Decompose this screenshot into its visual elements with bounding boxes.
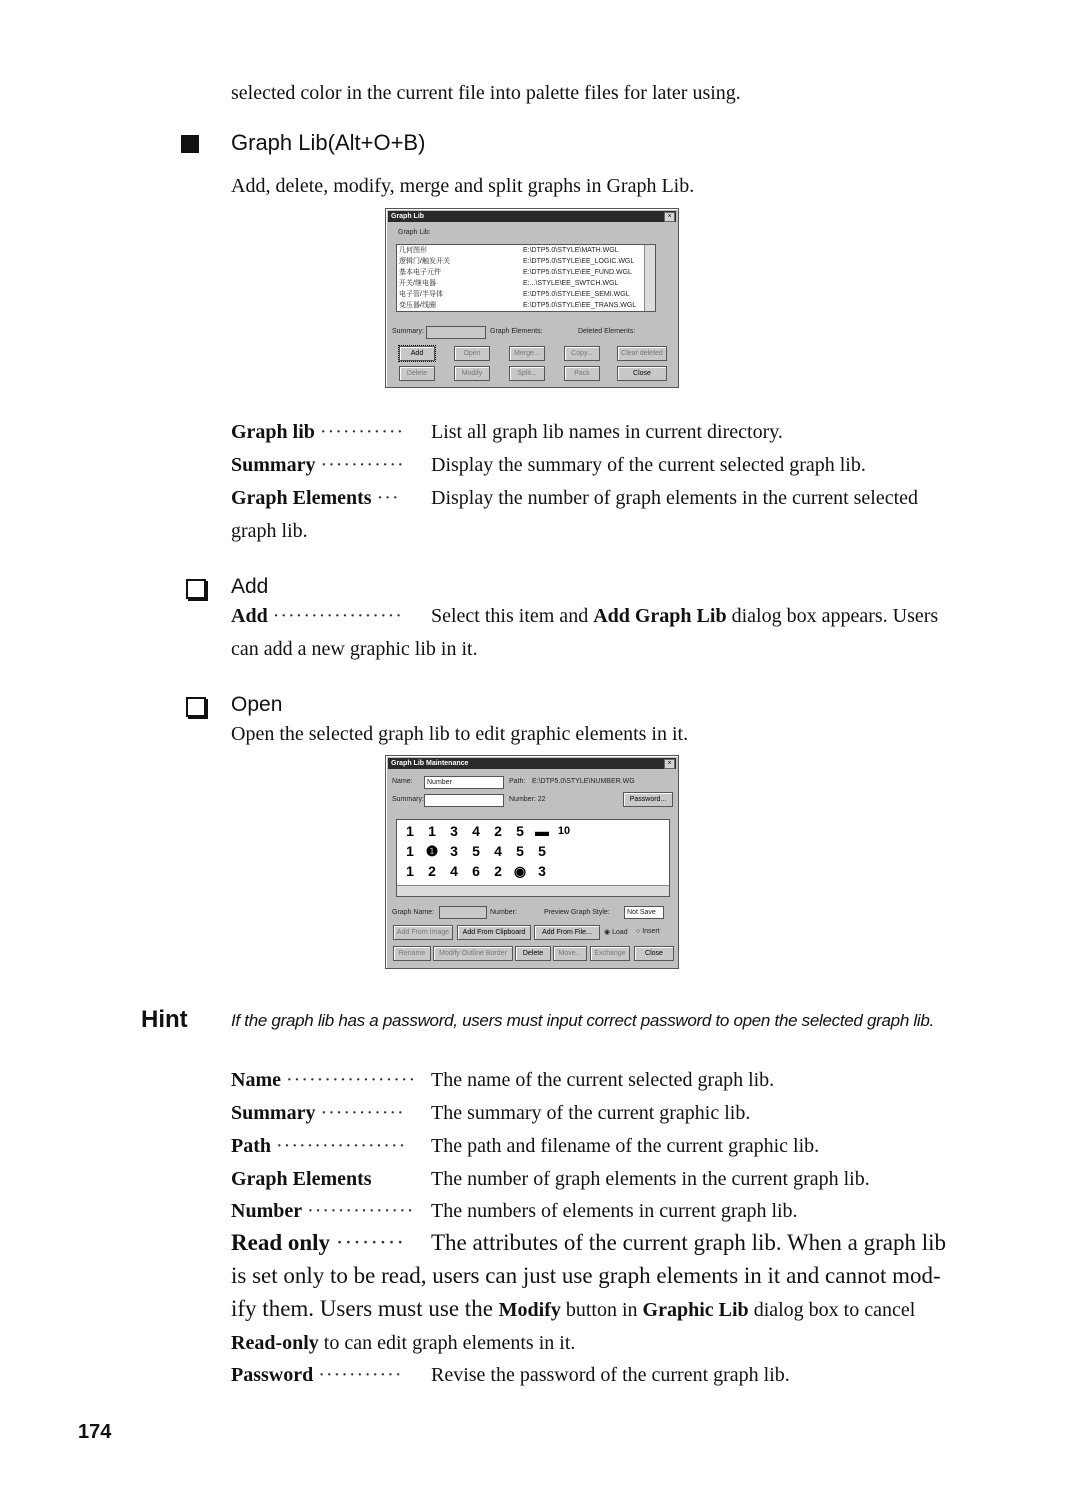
glyph[interactable]: 4 [472,823,480,839]
glyph[interactable]: 3 [450,843,458,859]
def-graph-lib: Graph lib ··········· List all graph lib names in current directory. [231,421,783,443]
glyph[interactable]: 5 [472,843,480,859]
glyph[interactable]: 4 [494,843,502,859]
def-number: Number ·············· The numbers of elements in current graph lib. [231,1200,798,1222]
glyph[interactable]: 5 [516,823,524,839]
modify-button[interactable]: Modify [454,366,490,381]
radio-insert[interactable]: ○ Insert [636,928,660,935]
preview-label: Preview Graph Style: [544,909,610,916]
preview-style-select[interactable]: Not Save [624,906,664,919]
graph-lib-maintenance-dialog [385,755,679,969]
hint-text: If the graph lib has a password, users must input correct password to open the selected graph lib. [231,1011,934,1030]
list-item[interactable]: 逻辑门/触发开关 E:\DTP5.0\STYLE\EE_LOGIC.WGL [399,258,635,265]
rename-button[interactable]: Rename [393,946,431,961]
path-value: E:\DTP5.0\STYLE\NUMBER.WG [532,778,635,785]
open-description: Open the selected graph lib to edit graphic elements in it. [231,723,689,745]
glyph[interactable]: 5 [516,843,524,859]
dialog-title: Graph Lib Maintenance [388,758,676,769]
close-icon[interactable]: × [664,212,675,222]
list-item[interactable]: 变压器/线圈 E:\DTP5.0\STYLE\EE_TRANS.WGL [399,302,637,309]
summary-label: Summary: [392,328,424,335]
move-button[interactable]: Move... [553,946,587,961]
list-item[interactable]: 几何图形 E:\DTP5.0\STYLE\MATH.WGL [399,247,619,254]
name-label: Name: [392,778,413,785]
glyph[interactable]: 4 [450,863,458,879]
add-from-file-button[interactable]: Add From File... [534,925,600,940]
open-bullet [186,697,206,717]
glyph[interactable]: ◉ [513,863,527,879]
def-graph-elements: Graph Elements ··· Display the number of graph elements in the current selected [231,487,919,509]
modify-outline-button[interactable]: Modify Outline Border [433,946,513,961]
glyph[interactable]: 1 [406,823,414,839]
list-item[interactable]: 电子管/半导体 E:\DTP5.0\STYLE\EE_SEMI.WGL [399,291,630,298]
hint-label: Hint [141,1006,188,1033]
def-name: Name ················· The name of the current selected graph lib. [231,1069,775,1091]
path-label: Path: [509,778,526,785]
section-title: Graph Lib(Alt+O+B) [231,130,426,155]
add-from-image-button[interactable]: Add From Image [393,925,453,940]
glyph[interactable]: 6 [472,863,480,879]
split-button[interactable]: Split... [509,366,545,381]
glyph[interactable]: 2 [428,863,436,879]
add-heading: Add [231,575,269,598]
glyph[interactable]: 1 [428,823,436,839]
def-password: Password ··········· Revise the password of the current graph lib. [231,1364,790,1386]
open-button[interactable]: Open [454,346,490,361]
merge-button[interactable]: Merge... [509,346,545,361]
add-button[interactable]: Add [399,346,435,361]
open-heading: Open [231,693,283,716]
glyph[interactable]: 1 [406,843,414,859]
glyph[interactable]: ▬ [535,823,549,839]
list-item[interactable]: 基本电子元件 E:\DTP5.0\STYLE\EE_FUND.WGL [399,269,632,276]
def-path: Path ················· The path and filename of the current graphic lib. [231,1135,820,1157]
def-graph-elements-2: Graph Elements The number of graph elements in the current graph lib. [231,1168,870,1190]
elements-label: Graph Elements: [490,328,543,335]
list-item[interactable]: 开关/继电器 E:...\STYLE\EE_SWTCH.WGL [399,280,619,287]
section-bullet [181,135,199,153]
def-summary: Summary ··········· Display the summary of the current selected graph lib. [231,454,866,476]
close-button[interactable]: Close [617,366,667,381]
glyph[interactable]: 2 [494,823,502,839]
summary-field[interactable] [424,794,504,807]
def-read-only: Read only ········ The attributes of the current graph lib. When a graph lib [231,1230,946,1255]
glyph[interactable]: 10 [557,825,571,837]
copy-button[interactable]: Copy... [564,346,600,361]
radio-load[interactable]: ◉ Load [604,929,628,936]
read-only-line4: Read-only to can edit graph elements in it. [231,1332,576,1354]
pack-button[interactable]: Pack [564,366,600,381]
number-label: Number: 22 [509,796,546,803]
glyph[interactable]: ❶ [425,843,439,859]
glyph[interactable]: 3 [450,823,458,839]
summary-label: Summary: [392,796,424,803]
graph-name-field[interactable] [439,906,487,919]
password-button[interactable]: Password... [623,792,673,807]
read-only-line2: is set only to be read, users can just use graph elements in it and cannot mod- [231,1263,941,1288]
section-description: Add, delete, modify, merge and split graphs in Graph Lib. [231,175,695,197]
glyph[interactable]: 2 [494,863,502,879]
group-label: Graph Lib: [398,229,431,236]
number2-label: Number: [490,909,517,916]
def-add-cont: can add a new graphic lib in it. [231,638,478,660]
close-button[interactable]: Close [634,946,674,961]
def-graph-elements-cont: graph lib. [231,520,308,542]
intro-line: selected color in the current file into palette files for later using. [231,82,741,104]
glyph[interactable]: 5 [538,843,546,859]
clear-deleted-button[interactable]: Clear deleted [617,346,667,361]
graph-name-label: Graph Name: [392,909,435,916]
page-number: 174 [78,1421,112,1443]
summary-field[interactable] [426,326,486,339]
graph-lib-dialog [385,208,679,388]
close-icon[interactable]: × [664,759,675,769]
name-field[interactable]: Number [424,776,504,789]
glyph[interactable]: 3 [538,863,546,879]
def-summary-2: Summary ··········· The summary of the current graphic lib. [231,1102,751,1124]
dialog-title: Graph Lib [388,211,676,222]
add-bullet [186,579,206,599]
graph-lib-list[interactable] [396,244,656,312]
add-from-clipboard-button[interactable]: Add From Clipboard [457,925,531,940]
delete-button[interactable]: Delete [515,946,551,961]
glyph[interactable]: 1 [406,863,414,879]
deleted-label: Deleted Elements: [578,328,636,335]
delete-button[interactable]: Delete [399,366,435,381]
horizontal-scrollbar[interactable] [397,885,669,896]
graph-elements-view[interactable] [396,819,670,897]
read-only-line3: ify them. Users must use the Modify button in Graphic Lib dialog box to cancel [231,1296,916,1321]
exchange-button[interactable]: Exchange [590,946,630,961]
list-scrollbar[interactable] [644,245,655,311]
def-add: Add ················· Select this item and Add Graph Lib dialog box appears. Users [231,605,939,627]
